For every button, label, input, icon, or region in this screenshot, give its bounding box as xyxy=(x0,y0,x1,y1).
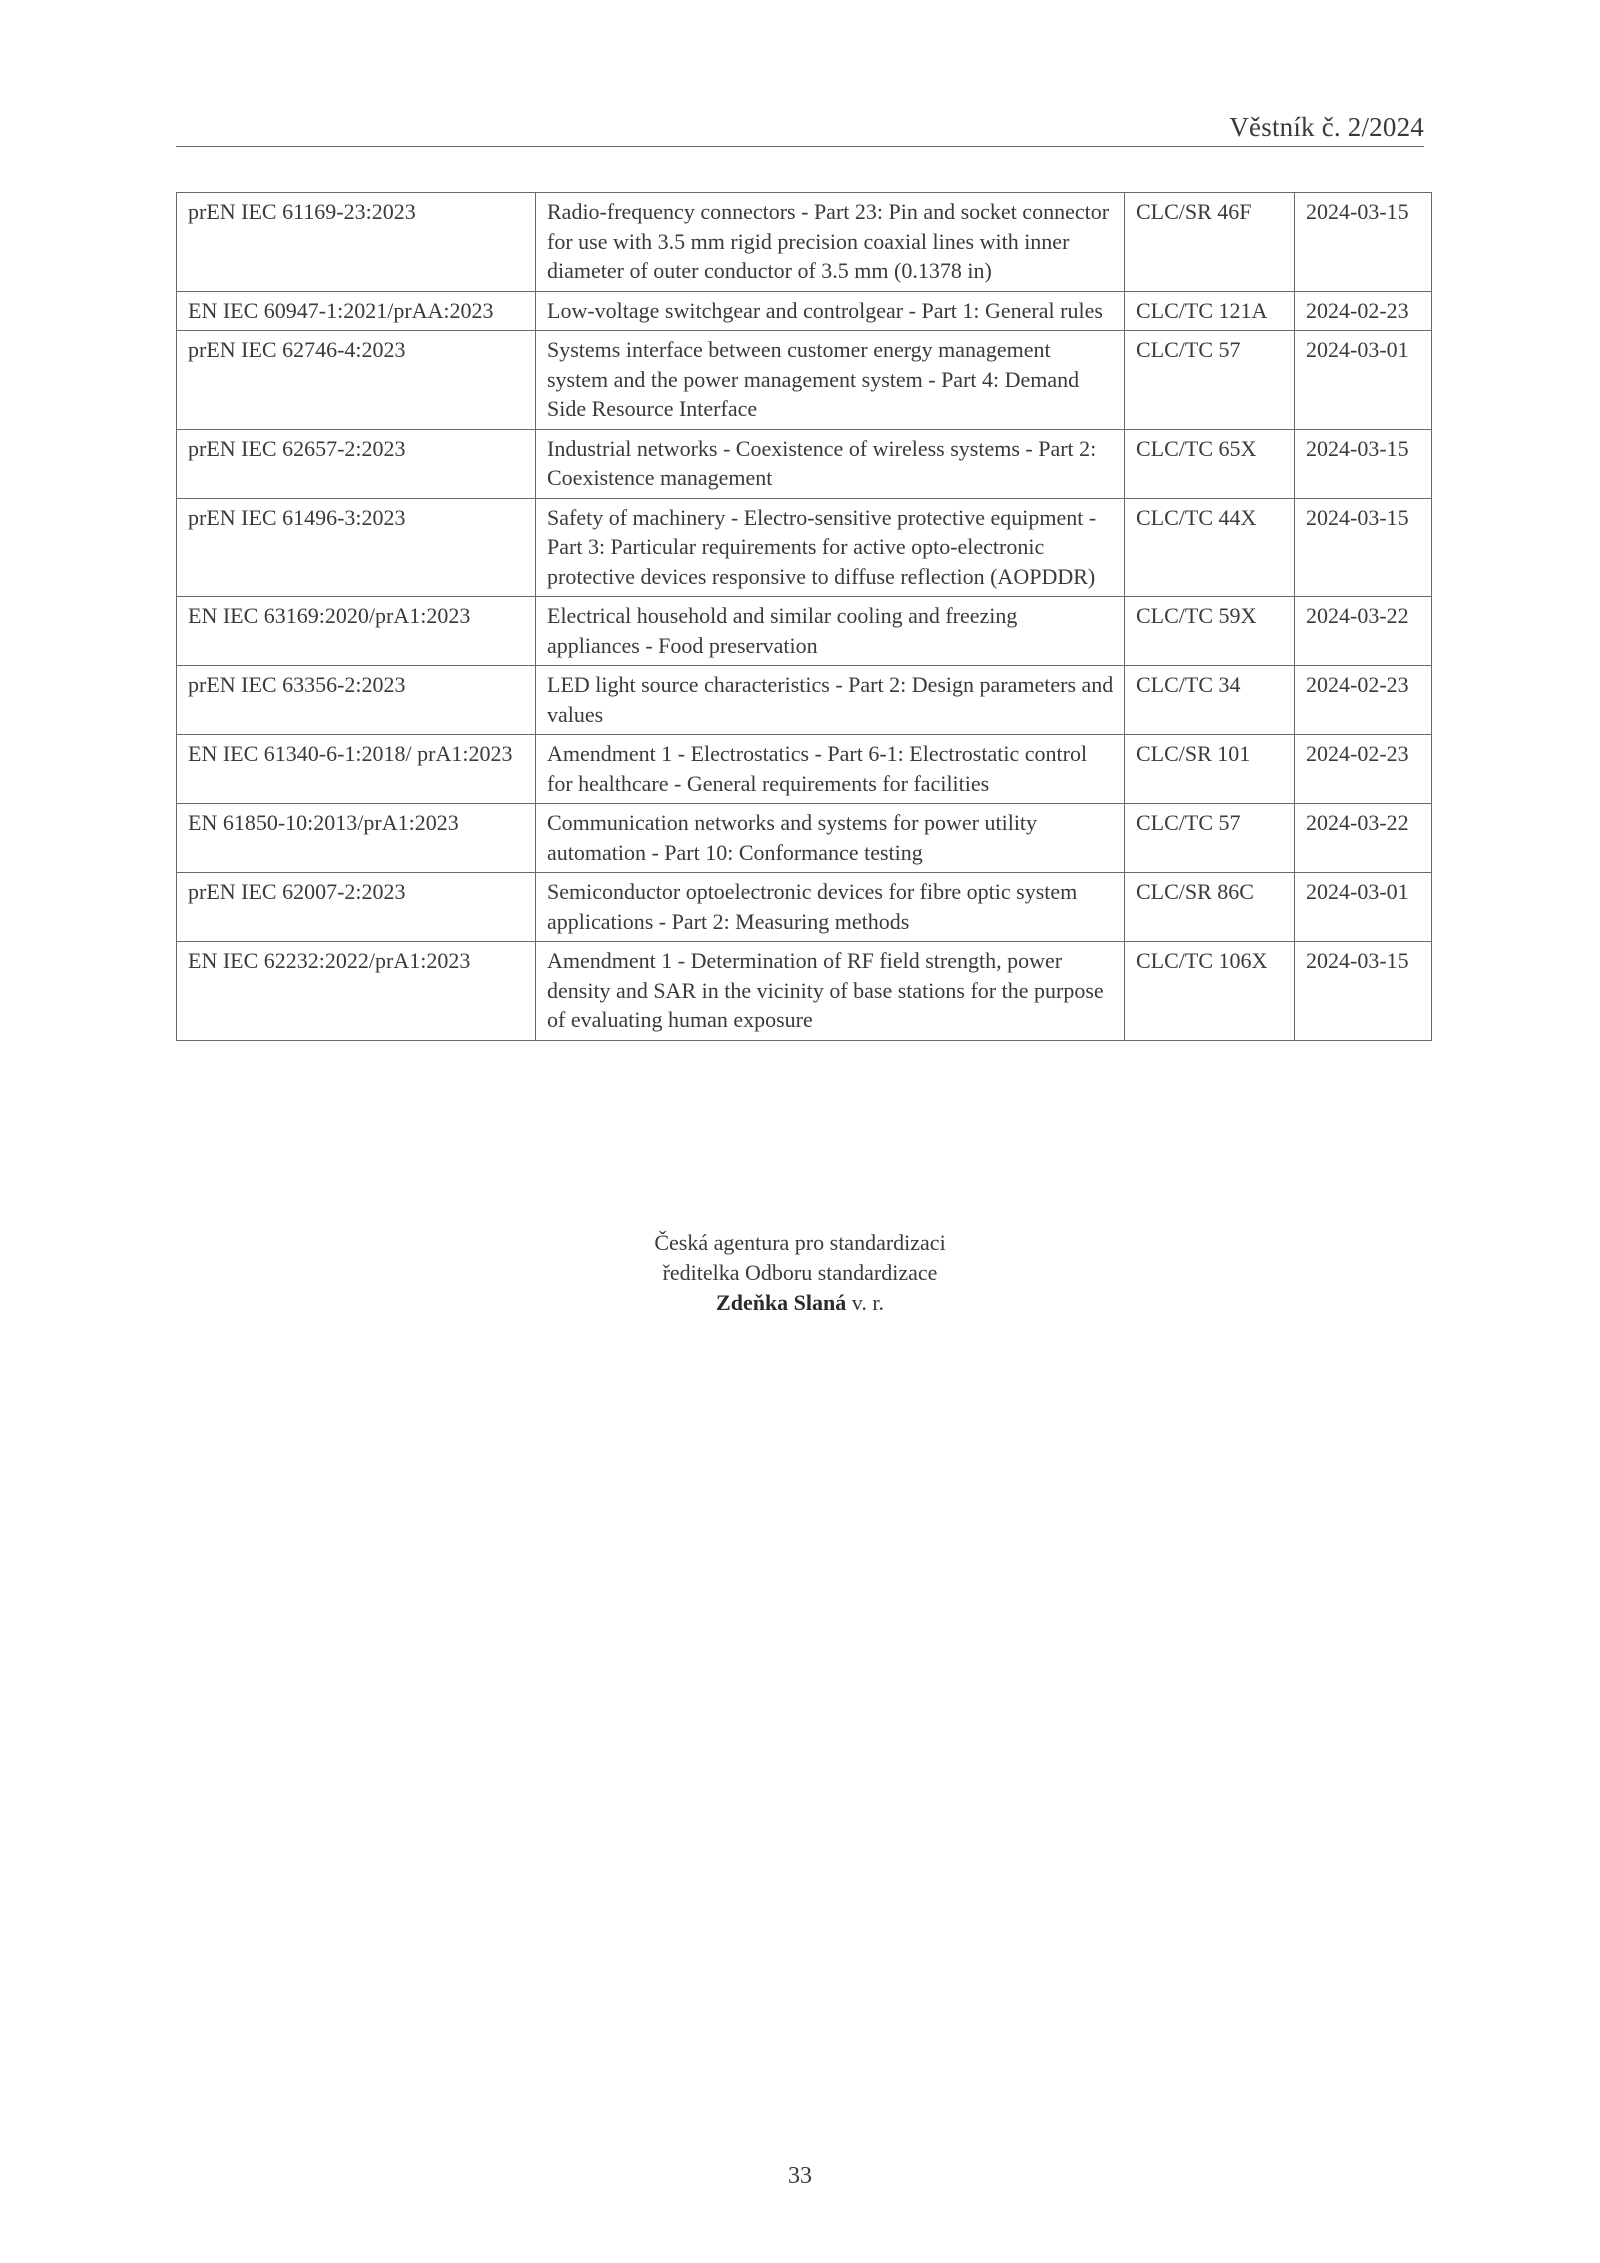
date-cell: 2024-03-22 xyxy=(1295,804,1432,873)
standard-title-cell: Systems interface between customer energy management system and the power management system - Part 4: Demand Side Resource Interface xyxy=(536,331,1125,430)
committee-cell: CLC/TC 121A xyxy=(1125,291,1295,331)
standard-code-cell: prEN IEC 63356-2:2023 xyxy=(177,666,536,735)
standard-title-cell: LED light source characteristics - Part 2: Design parameters and values xyxy=(536,666,1125,735)
date-cell: 2024-02-23 xyxy=(1295,291,1432,331)
page-number: 33 xyxy=(788,2163,812,2189)
table-row xyxy=(177,193,1432,292)
standard-code-cell: prEN IEC 62657-2:2023 xyxy=(177,429,536,498)
table-row xyxy=(177,873,1432,942)
date-cell: 2024-03-22 xyxy=(1295,597,1432,666)
date-cell: 2024-03-15 xyxy=(1295,942,1432,1041)
standard-title-cell: Semiconductor optoelectronic devices for fibre optic system applications - Part 2: Measuring methods xyxy=(536,873,1125,942)
standard-title-cell: Radio-frequency connectors - Part 23: Pin and socket connector for use with 3.5 mm rigid precision coaxial lines with inner diameter of outer conductor of 3.5 mm (0.1378 in) xyxy=(536,193,1125,292)
committee-cell: CLC/SR 46F xyxy=(1125,193,1295,292)
standard-title-cell: Amendment 1 - Determination of RF field strength, power density and SAR in the vicinity of base stations for the purpose of evaluating human exposure xyxy=(536,942,1125,1041)
standard-code-cell: EN IEC 60947-1:2021/prAA:2023 xyxy=(177,291,536,331)
signature-agency: Česká agentura pro standardizaci xyxy=(654,1230,946,1255)
standard-code-cell: EN 61850-10:2013/prA1:2023 xyxy=(177,804,536,873)
committee-cell: CLC/TC 34 xyxy=(1125,666,1295,735)
header-divider xyxy=(176,146,1424,147)
date-cell: 2024-03-15 xyxy=(1295,429,1432,498)
committee-cell: CLC/TC 44X xyxy=(1125,498,1295,597)
committee-cell: CLC/TC 57 xyxy=(1125,331,1295,430)
date-cell: 2024-03-01 xyxy=(1295,873,1432,942)
standard-title-cell: Communication networks and systems for power utility automation - Part 10: Conformance testing xyxy=(536,804,1125,873)
committee-cell: CLC/SR 101 xyxy=(1125,735,1295,804)
signature-position: ředitelka Odboru standardizace xyxy=(662,1260,938,1285)
signature-suffix: v. r. xyxy=(851,1290,884,1315)
signatory-name: Zdeňka Slaná xyxy=(716,1290,847,1315)
signature-block xyxy=(0,1228,1600,1318)
date-cell: 2024-02-23 xyxy=(1295,735,1432,804)
standard-title-cell: Electrical household and similar cooling and freezing appliances - Food preservation xyxy=(536,597,1125,666)
standards-table xyxy=(176,192,1432,1041)
table-row xyxy=(177,666,1432,735)
date-cell: 2024-02-23 xyxy=(1295,666,1432,735)
standard-code-cell: EN IEC 61340-6-1:2018/ prA1:2023 xyxy=(177,735,536,804)
page-header-title: Věstník č. 2/2024 xyxy=(1229,112,1424,142)
committee-cell: CLC/TC 65X xyxy=(1125,429,1295,498)
table-row xyxy=(177,291,1432,331)
date-cell: 2024-03-01 xyxy=(1295,331,1432,430)
table-row xyxy=(177,498,1432,597)
standard-code-cell: prEN IEC 62746-4:2023 xyxy=(177,331,536,430)
standard-title-cell: Industrial networks - Coexistence of wireless systems - Part 2: Coexistence management xyxy=(536,429,1125,498)
committee-cell: CLC/TC 59X xyxy=(1125,597,1295,666)
table-row xyxy=(177,429,1432,498)
standard-code-cell: prEN IEC 62007-2:2023 xyxy=(177,873,536,942)
signature-line xyxy=(0,1288,1600,1318)
committee-cell: CLC/TC 57 xyxy=(1125,804,1295,873)
table-row xyxy=(177,597,1432,666)
table-row xyxy=(177,804,1432,873)
date-cell: 2024-03-15 xyxy=(1295,193,1432,292)
committee-cell: CLC/TC 106X xyxy=(1125,942,1295,1041)
committee-cell: CLC/SR 86C xyxy=(1125,873,1295,942)
standard-code-cell: EN IEC 62232:2022/prA1:2023 xyxy=(177,942,536,1041)
standard-title-cell: Safety of machinery - Electro-sensitive protective equipment - Part 3: Particular requirements for active opto-electronic protective devices responsive to diffuse reflection (AOPDDR) xyxy=(536,498,1125,597)
standard-code-cell: prEN IEC 61496-3:2023 xyxy=(177,498,536,597)
date-cell: 2024-03-15 xyxy=(1295,498,1432,597)
standard-title-cell: Low-voltage switchgear and controlgear - Part 1: General rules xyxy=(536,291,1125,331)
table-row xyxy=(177,942,1432,1041)
standard-title-cell: Amendment 1 - Electrostatics - Part 6-1: Electrostatic control for healthcare - General requirements for facilities xyxy=(536,735,1125,804)
table-row xyxy=(177,331,1432,430)
standard-code-cell: prEN IEC 61169-23:2023 xyxy=(177,193,536,292)
standard-code-cell: EN IEC 63169:2020/prA1:2023 xyxy=(177,597,536,666)
table-row xyxy=(177,735,1432,804)
